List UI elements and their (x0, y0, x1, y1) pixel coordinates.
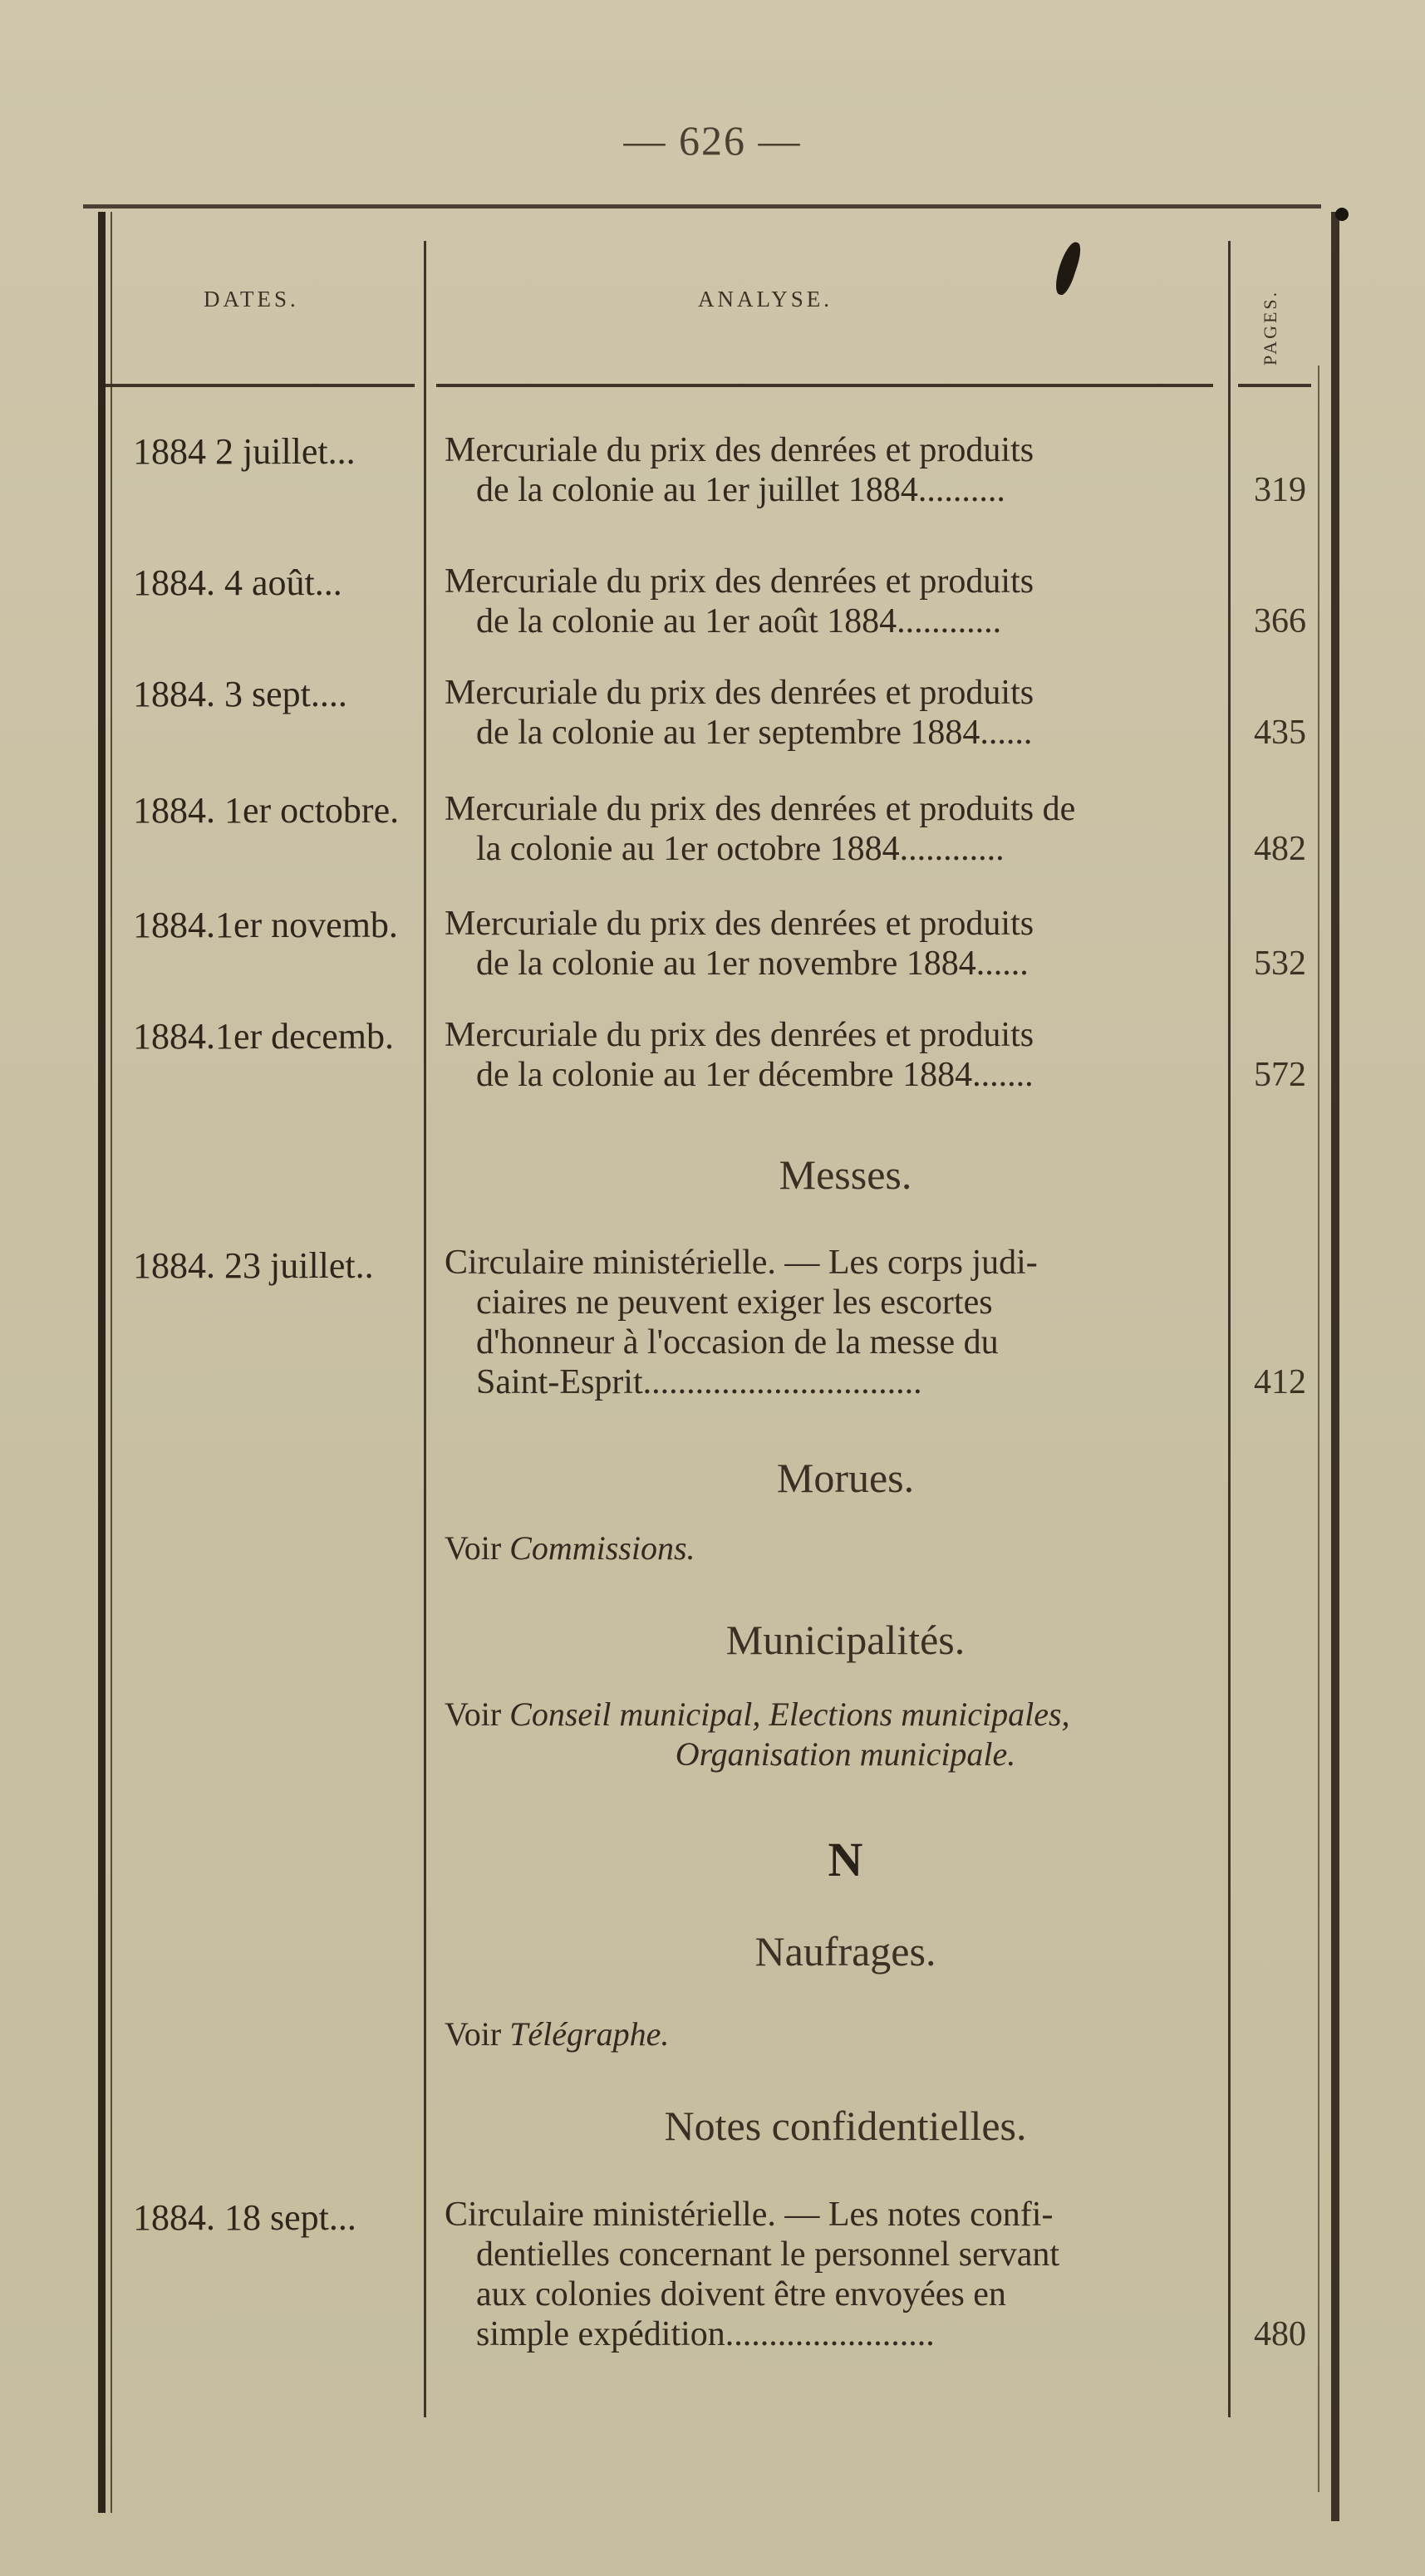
page-number: — 626 — (623, 117, 802, 164)
entry-date: 1884. 18 sept... (133, 2197, 356, 2238)
entry-line-1: Circulaire ministérielle. — Les corps judi- (445, 1244, 1038, 1282)
entry-line-2: de la colonie au 1er août 1884............ (476, 602, 1002, 640)
entry-line-2: de la colonie au 1er septembre 1884...... (476, 714, 1033, 752)
entry-page: 366 (1254, 602, 1306, 640)
entry-line-2: de la colonie au 1er décembre 1884....... (476, 1056, 1034, 1094)
entry-page: 572 (1254, 1056, 1306, 1094)
entry-page: 435 (1254, 714, 1306, 752)
entry-line-3: aux colonies doivent être envoyées en (476, 2275, 1006, 2313)
entry-date: 1884. 1er octobre. (133, 790, 400, 831)
entry-date: 1884. 3 sept.... (133, 674, 347, 714)
voir-label: Voir (445, 2015, 502, 2053)
right-frame-inner-line (1318, 366, 1319, 2492)
section-title-municipalites: Municipalités. (725, 1617, 966, 1663)
entry-date: 1884. 4 août... (133, 562, 342, 603)
reference-link: Commissions. (509, 1529, 695, 1567)
entry-text (445, 1015, 1217, 1095)
voir-label: Voir (445, 1695, 502, 1733)
header-dates: DATES. (204, 287, 299, 312)
entry-text (445, 2195, 1217, 2354)
header-rule-dates (106, 384, 415, 387)
right-frame-line (1331, 212, 1339, 2521)
entry-text (445, 562, 1217, 641)
entry-line-1: Mercuriale du prix des denrées et produits (445, 674, 1034, 712)
entry-text (445, 1243, 1217, 1402)
header-pages: PAGES. (1260, 289, 1280, 366)
section-title-morues: Morues. (776, 1455, 915, 1501)
entry-text (445, 430, 1217, 510)
section-title-messes: Messes. (779, 1151, 912, 1198)
entry-date: 1884. 23 juillet.. (133, 1245, 374, 1286)
entry-line-1: Mercuriale du prix des denrées et produits (445, 431, 1034, 469)
section-title-naufrages: Naufrages. (754, 1928, 936, 1975)
entry-line-4: Saint-Esprit................................ (476, 1363, 922, 1401)
entry-line-2: de la colonie au 1er novembre 1884...... (476, 945, 1029, 983)
entry-line-2: ciaires ne peuvent exiger les escortes (476, 1283, 993, 1322)
entry-line-2: dentielles concernant le personnel servant (476, 2235, 1060, 2274)
reference-link: Télégraphe. (509, 2015, 670, 2053)
entry-line-1: Mercuriale du prix des denrées et produits de (445, 790, 1076, 828)
entry-text (445, 673, 1217, 753)
entry-date: 1884.1er decemb. (133, 1016, 394, 1057)
section-title-notes: Notes confidentielles. (664, 2103, 1027, 2149)
column-divider-pages (1228, 241, 1231, 2417)
entry-line-2: de la colonie au 1er juillet 1884.......... (476, 471, 1005, 509)
header-analyse: ANALYSE. (698, 287, 833, 312)
entry-text (445, 904, 1217, 984)
reference-link: Conseil municipal, Elections municipales, (509, 1695, 1070, 1733)
voir-label: Voir (445, 1529, 502, 1567)
entry-page: 412 (1254, 1363, 1306, 1401)
alphabet-letter: N (828, 1833, 863, 1887)
entry-date: 1884.1er novemb. (133, 905, 398, 945)
left-frame-line (98, 212, 106, 2513)
top-rule (83, 204, 1321, 209)
left-frame-inner-line (111, 212, 112, 2513)
entry-line-4: simple expédition........................ (476, 2315, 935, 2353)
see-reference (445, 1528, 1246, 1568)
entry-page: 532 (1254, 945, 1306, 983)
entry-line-2: la colonie au 1er octobre 1884............ (476, 830, 1005, 868)
entry-line-1: Mercuriale du prix des denrées et produits (445, 905, 1034, 943)
entry-line-3: d'honneur à l'occasion de la messe du (476, 1323, 999, 1362)
entry-date: 1884 2 juillet... (133, 431, 356, 472)
ink-dot (1335, 208, 1349, 221)
entry-line-1: Mercuriale du prix des denrées et produits (445, 1016, 1034, 1054)
see-reference (445, 1695, 1246, 1734)
entry-page: 319 (1254, 471, 1306, 509)
entry-line-1: Mercuriale du prix des denrées et produits (445, 562, 1034, 601)
header-rule-pages (1238, 384, 1311, 387)
header-rule-analyse (436, 384, 1213, 387)
entry-page: 482 (1254, 830, 1306, 868)
entry-line-1: Circulaire ministérielle. — Les notes confi- (445, 2196, 1054, 2234)
entry-text (445, 789, 1217, 869)
see-reference (445, 2014, 1246, 2053)
entry-page: 480 (1254, 2315, 1306, 2353)
reference-link-continued: Organisation municipale. (675, 1735, 1016, 1773)
